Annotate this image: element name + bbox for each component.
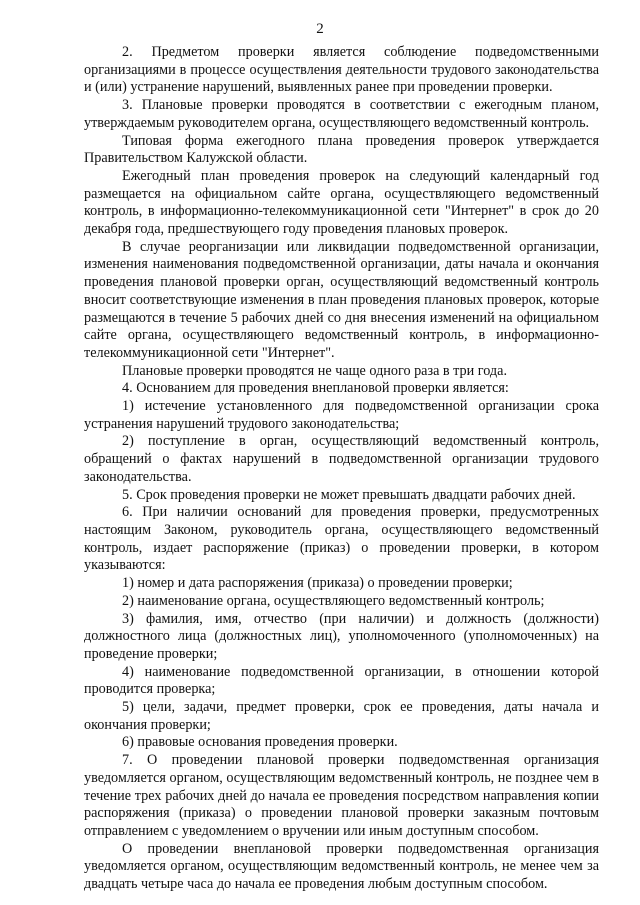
paragraph-unscheduled-grounds: 4. Основанием для проведения внеплановой проверки является: — [122, 380, 509, 397]
paragraph-standard-plan-form: Типовая форма ежегодного плана проведения проверок утверждается Правительством Калужской области. — [84, 132, 599, 167]
list-item-legal-grounds: 6) правовые основания проведения проверки. — [122, 734, 398, 751]
list-item-order-number-date: 1) номер и дата распоряжения (приказа) о проведении проверки; — [122, 575, 513, 592]
paragraph-inspection-order: 6. При наличии оснований для проведения проверки, предусмотренных настоящим Законом, руководитель органа, осуществляющего ведомственный контроль, издает распоряжение (приказ) о проведении проверки, в котором указываются: — [84, 504, 599, 574]
list-item-deadline-expiry: 1) истечение установленного для подведомственной организации срока устранения нарушений трудового законодательства; — [84, 398, 599, 432]
paragraph-inspection-duration: 5. Срок проведения проверки не может превышать двадцати рабочих дней. — [122, 486, 576, 503]
list-item-goals-and-dates: 5) цели, задачи, предмет проверки, срок ее проведения, даты начала и окончания проверки; — [84, 699, 599, 733]
paragraph-reorganization-changes: В случае реорганизации или ликвидации подведомственной организации, изменения наименования подведомственной организации, даты начала и окончания проведения плановой проверки орган, осуществляющий ведомственный контроль вносит соответствующие изменения в план проведения плановых проверок, которые размещаются в течение 5 рабочих дней со дня внесения изменений на официальном сайте органа, осуществляющего ведомственный контроль, в информационно-телекоммуникационной сети "Интернет". — [84, 238, 599, 361]
paragraph-planned-inspections: 3. Плановые проверки проводятся в соответствии с ежегодным планом, утверждаемым руководителем органа, осуществляющего ведомственный контроль. — [84, 97, 599, 131]
paragraph-inspection-frequency: Плановые проверки проводятся не чаще одного раза в три года. — [122, 362, 507, 379]
list-item-inspector-names: 3) фамилия, имя, отчество (при наличии) и должность (должности) должностного лица (должностных лиц), уполномоченного (уполномоченных) на проведение проверки; — [84, 610, 599, 662]
paragraph-unscheduled-notification: О проведении внеплановой проверки подведомственная организация уведомляется органом, осуществляющим ведомственный контроль, не менее чем за двадцать четыре часа до начала ее проведения любым доступным способом. — [84, 840, 599, 893]
paragraph-planned-notification: 7. О проведении плановой проверки подведомственная организация уведомляется органом, осуществляющим ведомственный контроль, не позднее чем в течение трех рабочих дней до начала ее проведения посредством направления копии распоряжения (приказа) о проведении плановой проверки заказным почтовым отправлением с уведомлением о вручении или иным доступным способом. — [84, 752, 599, 839]
list-item-authority-name: 2) наименование органа, осуществляющего ведомственный контроль; — [122, 592, 545, 609]
page-number: 2 — [316, 21, 324, 37]
document-body — [84, 44, 599, 894]
paragraph-annual-plan-publication: Ежегодный план проведения проверок на следующий календарный год размещается на официальном сайте органа, осуществляющего ведомственный контроль, в информационно-телекоммуникационной сети "Интернет" в срок до 20 декабря года, предшествующего году проведения плановых проверок. — [84, 167, 599, 238]
list-item-complaints-received: 2) поступление в орган, осуществляющий ведомственный контроль, обращений о фактах нарушений в подведомственной организации трудового законодательства. — [84, 433, 599, 485]
paragraph-subject-of-inspection: 2. Предметом проверки является соблюдение подведомственными организациями в процессе осуществления деятельности трудового законодательства и (или) устранение нарушений, выявленных ранее при проведении проверки. — [84, 44, 599, 96]
list-item-organization-name: 4) наименование подведомственной организации, в отношении которой проводится проверка; — [84, 663, 599, 698]
